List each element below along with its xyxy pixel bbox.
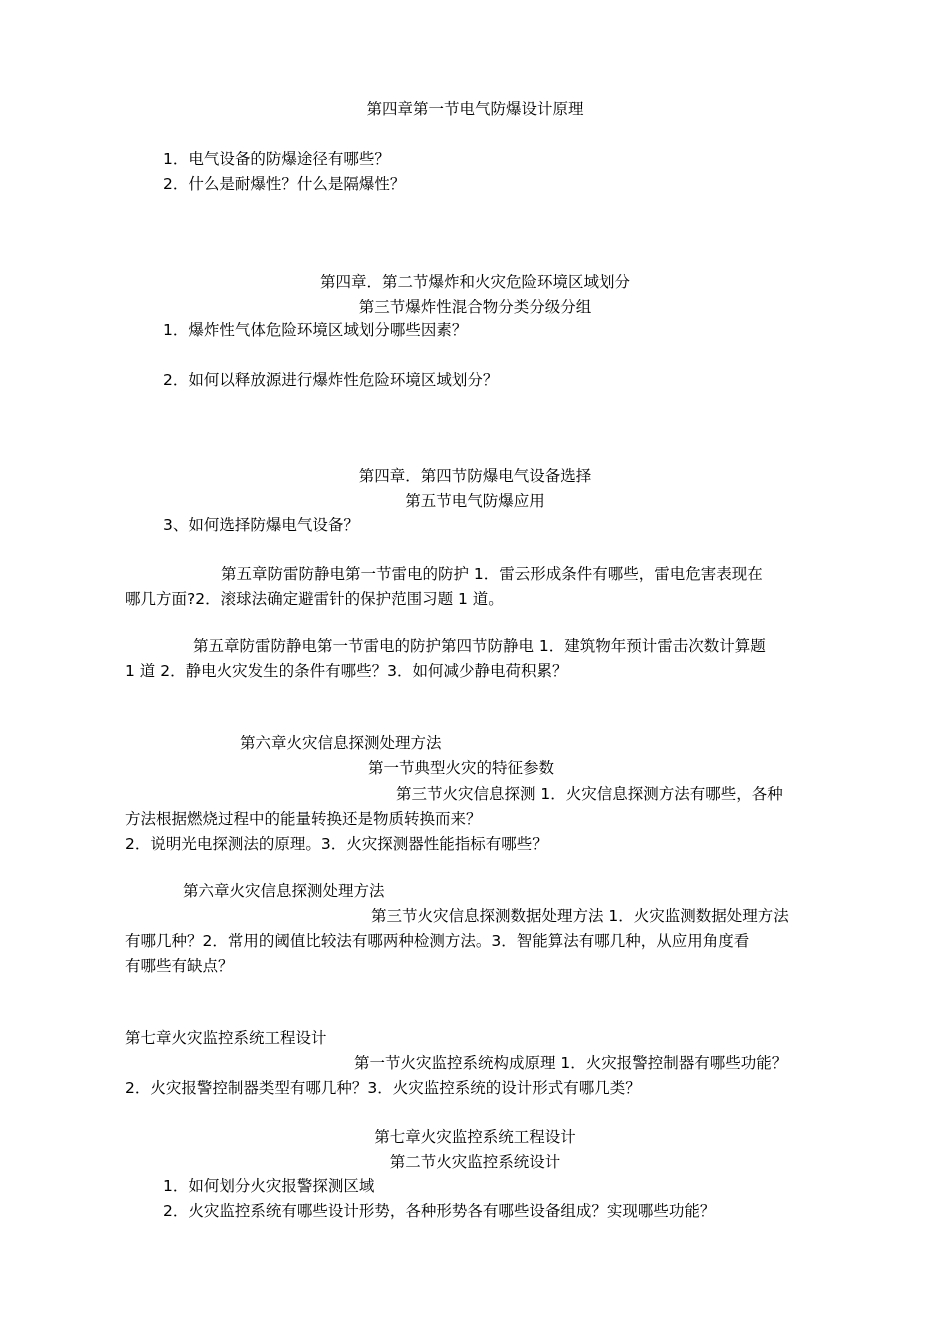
question-item: 2．火灾监控系统有哪些设计形势，各种形势各有哪些设备组成？实现哪些功能？ (163, 1202, 716, 1220)
paragraph-line: 2．说明光电探测法的原理。3．火灾探测器性能指标有哪些？ (125, 835, 548, 853)
question-item: 2．什么是耐爆性？什么是隔爆性？ (163, 175, 406, 193)
paragraph-line: 有哪几种？2．常用的阈值比较法有哪两种检测方法。3．智能算法有哪几种，从应用角度看 (125, 932, 750, 950)
question-item: 2．如何以释放源进行爆炸性危险环境区域划分？ (163, 371, 499, 389)
paragraph-line: 第一节火灾监控系统构成原理 1．火灾报警控制器有哪些功能？ (354, 1054, 788, 1072)
paragraph-line: 第七章火灾监控系统工程设计 (125, 1029, 327, 1047)
paragraph-line: 第五章防雷防静电第一节雷电的防护第四节防静电 1．建筑物年预计雷击次数计算题 (193, 637, 766, 655)
paragraph-line: 第六章火灾信息探测处理方法 (240, 734, 442, 752)
question-item: 1．电气设备的防爆途径有哪些？ (163, 150, 390, 168)
question-item: 3、如何选择防爆电气设备？ (163, 516, 359, 534)
section-title: 第四章第一节电气防爆设计原理 (366, 100, 584, 118)
question-item: 1．如何划分火灾报警探测区域 (163, 1177, 375, 1195)
paragraph-line: 第三节火灾信息探测数据处理方法 1．火灾监测数据处理方法 (371, 907, 789, 925)
paragraph-line: 第六章火灾信息探测处理方法 (183, 882, 385, 900)
paragraph-line: 有哪些有缺点？ (125, 957, 234, 975)
paragraph-line: 第三节火灾信息探测 1．火灾信息探测方法有哪些，各种 (396, 785, 783, 803)
question-item: 1．爆炸性气体危险环境区域划分哪些因素？ (163, 321, 468, 339)
paragraph-line: 方法根据燃烧过程中的能量转换还是物质转换而来？ (125, 810, 482, 828)
section-title: 第四章．第四节防爆电气设备选择 (358, 467, 592, 485)
section-subtitle: 第三节爆炸性混合物分类分级分组 (358, 298, 592, 316)
paragraph-line: 第一节典型火灾的特征参数 (368, 759, 555, 777)
section-subtitle: 第五节电气防爆应用 (405, 492, 545, 510)
paragraph-line: 第五章防雷防静电第一节雷电的防护 1．雷云形成条件有哪些，雷电危害表现在 (221, 565, 763, 583)
section-title: 第四章．第二节爆炸和火灾危险环境区域划分 (319, 273, 630, 291)
section-title: 第七章火灾监控系统工程设计 (374, 1128, 576, 1146)
paragraph-line: 2．火灾报警控制器类型有哪几种？3．火灾监控系统的设计形式有哪几类？ (125, 1079, 641, 1097)
paragraph-line: 1 道 2．静电火灾发生的条件有哪些？3．如何减少静电荷积累？ (125, 662, 568, 680)
section-subtitle: 第二节火灾监控系统设计 (389, 1153, 561, 1171)
paragraph-line: 哪几方面?2．滚球法确定避雷针的保护范围习题 1 道。 (125, 590, 504, 608)
